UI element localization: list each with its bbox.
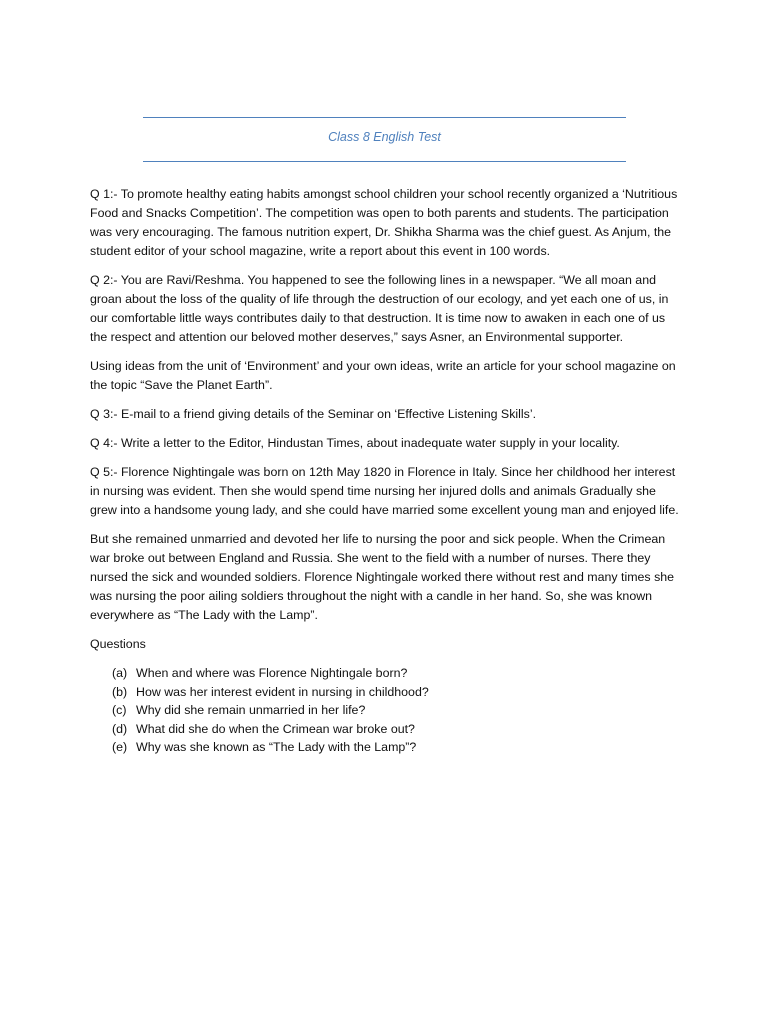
list-marker: (c) [112, 703, 127, 717]
list-item [90, 720, 680, 739]
question-2-instruction: Using ideas from the unit of ‘Environment’ and your own ideas, write an article for your school magazine on the topic “Save the Planet Earth”. [90, 359, 676, 392]
list-marker: (a) [112, 666, 128, 680]
questions-list [90, 664, 680, 757]
list-marker: (b) [112, 684, 128, 699]
document-body [90, 185, 680, 757]
question-text: When and where was Florence Nightingale born? [136, 666, 408, 680]
header-rule-top [143, 117, 626, 118]
question-text: Why was she known as “The Lady with the Lamp”? [136, 740, 417, 754]
question-3-paragraph: Q 3:- E-mail to a friend giving details of the Seminar on ‘Effective Listening Skills’. [90, 407, 537, 421]
question-5-paragraph: Q 5:- Florence Nightingale was born on 12th May 1820 in Florence in Italy. Since her childhood her interest in nursing was evident. Then she would spend time nursing her injured dolls and animals Gradually she grew into a handsome young lady, and she could have married some excellent young man and enjoyed life. [90, 465, 679, 517]
document-title: Class 8 English Test [328, 130, 441, 144]
question-2-paragraph: Q 2:- You are Ravi/Reshma. You happened to see the following lines in a newspaper. “We all moan and groan about the loss of the quality of life through the destruction of our ecology, and yet each one of us, in our comfortable little ways contributes daily to that destruction. It is time now to awaken in each one of us the respect and attention our beloved mother deserves,” says Asner, an Environmental supporter. [90, 273, 669, 344]
list-item [90, 701, 680, 720]
list-item [90, 664, 680, 683]
header-rule-bottom [143, 161, 626, 162]
question-text: Why did she remain unmarried in her life? [136, 703, 366, 717]
question-1-paragraph: Q 1:- To promote healthy eating habits amongst school children your school recently organized a ‘Nutritious Food and Snacks Competition’. The competition was open to both parents and students. The participation was very encouraging. The famous nutrition expert, Dr. Shikha Sharma was the chief guest. As Anjum, the student editor of your school magazine, write a report about this event in 100 words. [90, 187, 678, 258]
question-4-paragraph: Q 4:- Write a letter to the Editor, Hindustan Times, about inadequate water supply in your locality. [90, 436, 620, 450]
passage-paragraph: But she remained unmarried and devoted her life to nursing the poor and sick people. When the Crimean war broke out between England and Russia. She went to the field with a number of nurses. There they nursed the sick and wounded soldiers. Florence Nightingale worked there without rest and many times she was nursing the poor ailing soldiers throughout the night with a candle in her hand. So, she was known everywhere as “The Lady with the Lamp”. [90, 532, 675, 622]
list-marker: (d) [112, 721, 128, 736]
question-text: What did she do when the Crimean war broke out? [136, 721, 415, 736]
question-text: How was her interest evident in nursing in childhood? [136, 684, 429, 699]
list-marker: (e) [112, 740, 128, 754]
list-item [90, 683, 680, 702]
questions-heading: Questions [90, 637, 146, 651]
list-item [90, 738, 680, 757]
